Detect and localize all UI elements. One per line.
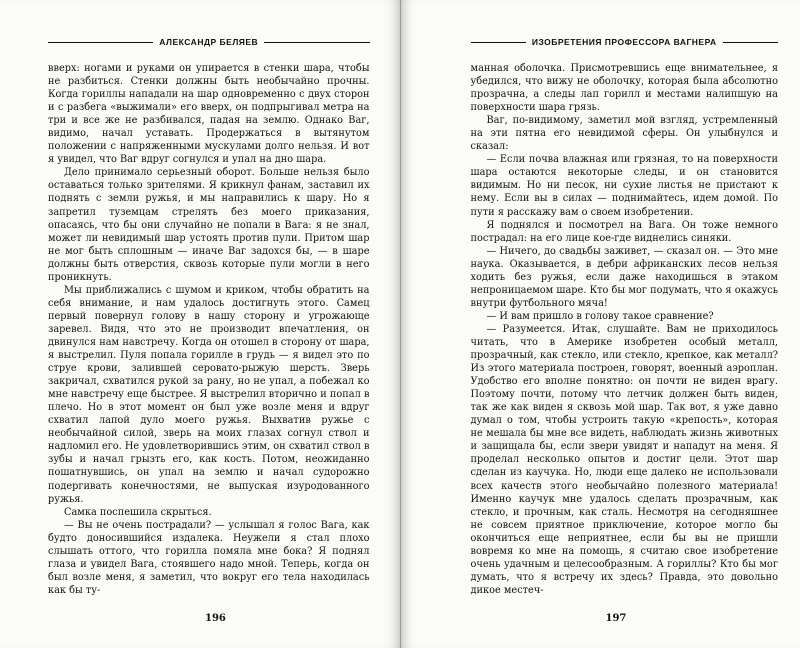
paragraph: Мы приближались с шумом и криком, чтобы обратить на себя внимание, и нам удалось достигнуть этого. Самец первый повернул голову в нашу сторону и угрожающе заревел. Видя, что это не производит впечатления, он двинулся нам навстречу. Когда он отошел в сторону от шара, я выстрелил. Пуля попала горилле в грудь — я видел это по струе крови, залившей серовато-рыжую шерсть. Зверь закричал, схватился рукой за рану, но не упал, а побежал ко мне навстречу еще быстрее. Я выстрелил вторично и попал в плечо. Но в этот момент он был уже возле меня и вдруг схватил лапой дуло моего ружья. Выхватив ружье с необычайной силой, зверь на моих глазах согнул ствол и надломил его. Не удовлетворившись этим, он схватил ствол в зубы и начал грызть его, как кость. Потом, неожиданно пошатнувшись, он упал на землю и начал судорожно подергивать конечностями, не выпуская изуродованного ружья. (48, 284, 370, 505)
paragraph: Ваг, по-видимому, заметил мой взгляд, устремленный на эти пятна его невидимой сферы. Он улыбнулся и сказал: (470, 115, 778, 153)
paragraph: — Ничего, до свадьбы заживет, — сказал он. — Это мне наука. Оказывается, в дебри африканских лесов нельзя ходить без ружья, если даже находишься в этаком непроницаемом шаре. Кто бы мог подумать, что я окажусь внутри футбольного мяча! (470, 245, 778, 309)
left-running-head-text: АЛЕКСАНДР БЕЛЯЕВ (159, 37, 259, 47)
right-running-head-text: ИЗОБРЕТЕНИЯ ПРОФЕССОРА ВАГНЕРА (531, 37, 717, 47)
paragraph: Я поднялся и посмотрел на Вага. Он тоже немного пострадал: на его лице кое-где виднелись синяки. (470, 219, 778, 244)
left-page-number: 196 (205, 613, 226, 624)
header-rule (264, 42, 369, 43)
left-running-head (48, 36, 370, 48)
paragraph: — И вам пришло в голову такое сравнение? (486, 310, 714, 322)
paragraph: — Вы не очень пострадали? — услышал я голос Вага, как будто доносившийся издалека. Неужели я стал плохо слышать оттого, что горилла помяла мне бока? Я поднял глаза и увидел Вага, стоявшего надо мной. Теперь, когда он был возле меня, я заметил, что вокруг его тела находилась как бы ту- (48, 519, 370, 596)
header-rule (48, 42, 153, 43)
right-running-head (471, 36, 779, 48)
right-body-text (471, 62, 779, 597)
header-rule (723, 42, 778, 43)
right-page (401, 0, 800, 648)
header-rule (471, 42, 526, 43)
paragraph: манная оболочка. Присмотревшись еще внимательнее, я убедился, что вижу не оболочку, которая была абсолютно прозрачна, а следы лап горилл и местами налипшую на поверхности шара грязь. (470, 63, 778, 114)
paragraph: вверх: ногами и руками он упирается в стенки шара, чтобы не разбиться. Стенки должны быть необычайно прочны. Когда гориллы нападали на шар одновременно с двух сторон и с разбега «выжимали» его вверх, он подпрыгивал метра на три и все же не разбивался, падая на землю. Однако Ваг, видимо, начал уставать. Продержаться в вытянутом положении с напряженными мускулами долго нельзя. И вот я увидел, что Ваг вдруг согнулся и упал на дно шара. (48, 63, 370, 166)
paragraph: — Разумеется. Итак, слушайте. Вам не приходилось читать, что в Америке изобретен особый металл, прозрачный, как стекло, или стекло, крепкое, как металл? Из этого материала построен, говорят, военный аэроплан. Удобство его вполне понятно: он почти не виден врагу. Поэтому почти, потому что летчик должен быть виден, так же как виден я сквозь мой шар. Так вот, я уже давно думал о том, чтобы устроить такую «крепость», которая не мешала бы мне все видеть, наблюдать жизнь животных и защищала бы, если звери увидят и нападут на меня. Я проделал несколько опытов и достиг цели. Этот шар сделан из каучука. Но, люди еще далеко не использовали всех качеств этого необычайно полезного материала! Именно каучук мне удалось сделать прозрачным, как стекло, и прочным, как сталь. Несмотря на сегодняшнее не совсем приятное приключение, которое могло бы окончиться еще неприятнее, если бы вы не пришли вовремя ко мне на помощь, я считаю свое изобретение очень удачным и целесообразным. А гориллы? Кто бы мог думать, что я встречу их здесь? Правда, это довольно дикое местеч- (470, 323, 778, 596)
paragraph: Самка поспешила скрыться. (64, 506, 212, 518)
paragraph: Дело принимало серьезный оборот. Больше нельзя было оставаться только зрителями. Я крикнул фанам, заставил их поднять с земли ружья, и мы направились к шару. Но я запретил туземцам стрелять без моего приказания, опасаясь, что бы они случайно не попали в Вага: я не знал, может ли невидимый шар устоять против пули. Притом шар не мог быть сплошным — иначе Ваг задохся бы, — в шаре должны быть отверстия, сквозь которые пули могли в него проникнуть. (48, 167, 370, 283)
left-body-text (48, 62, 370, 597)
paragraph: — Если почва влажная или грязная, то на поверхности шара остаются некоторые следы, и он становится видимым. Но ни песок, ни сухие листья не пристают к нему. Если вы в силах — поднимайтесь, идем домой. По пути я расскажу вам о своем изобретении. (470, 154, 778, 218)
right-page-number: 197 (605, 613, 627, 624)
